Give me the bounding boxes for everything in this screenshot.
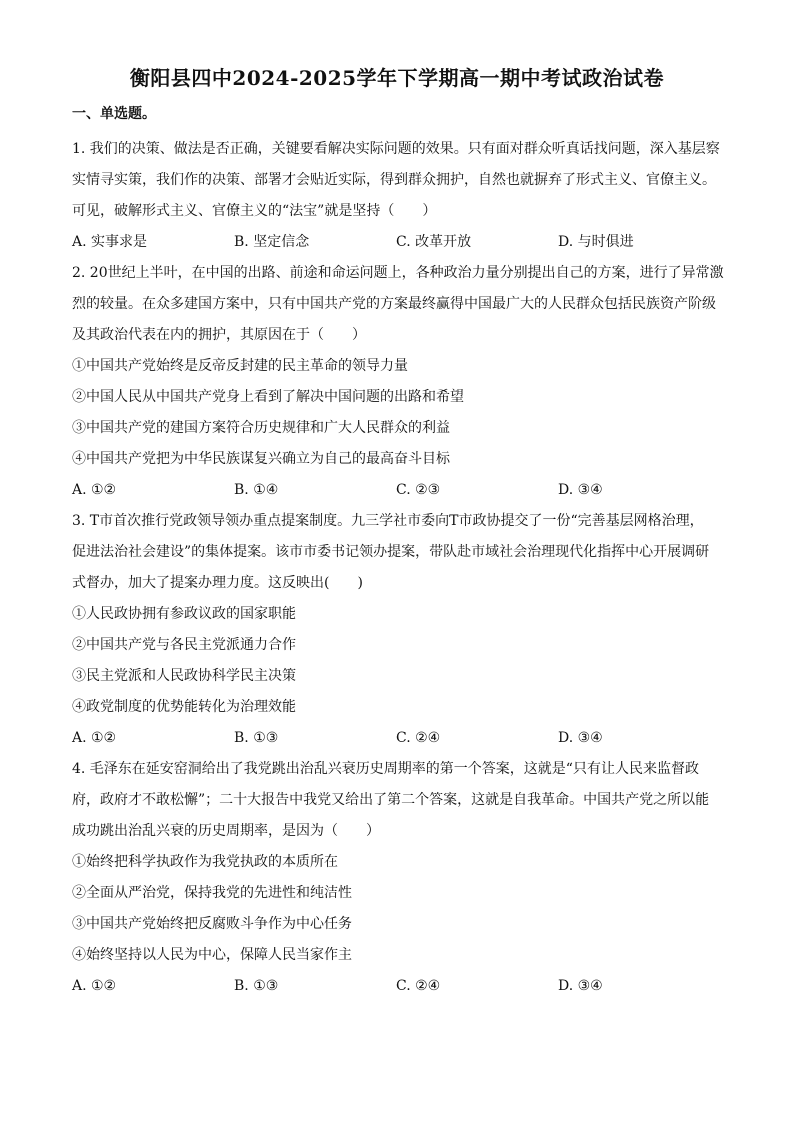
question-2 — [72, 258, 722, 506]
exam-title: 衡阳县四中2024-2025学年下学期高一期中考试政治试卷 — [129, 66, 665, 90]
question-stem — [72, 258, 722, 351]
answer-options — [72, 227, 722, 258]
stem-line: 府，政府才不敢松懈”；二十大报告中我党又给出了第二个答案，这就是自我革命。中国共产党之所以能 — [72, 792, 710, 808]
stem-line: 成功跳出治乱兴衰的历史周期率，是因为（ ） — [72, 823, 380, 839]
statement-4: ④始终坚持以人民为中心，保障人民当家作主 — [72, 947, 352, 963]
stem-line: 4. 毛泽东在延安窑洞给出了我党跳出治乱兴衰历史周期率的第一个答案，这就是“只有让人民来监督政 — [72, 761, 699, 777]
question-4 — [72, 754, 722, 1002]
statement-1: ①人民政协拥有参政议政的国家职能 — [72, 606, 296, 622]
statement-3: ③中国共产党始终把反腐败斗争作为中心任务 — [72, 916, 352, 932]
stem-line: 烈的较量。在众多建国方案中，只有中国共产党的方案最终赢得中国最广大的人民群众包括民族资产阶级 — [72, 296, 716, 312]
statement-2: ②中国共产党与各民主党派通力合作 — [72, 637, 296, 653]
option-d: D. ③④ — [558, 482, 603, 498]
option-a: A. ①② — [72, 730, 117, 746]
option-b: B. ①③ — [234, 730, 279, 746]
statement-3: ③民主党派和人民政协科学民主决策 — [72, 668, 296, 684]
option-d: D. ③④ — [558, 978, 603, 994]
question-3 — [72, 506, 722, 754]
statement-4: ④中国共产党把为中华民族谋复兴确立为自己的最高奋斗目标 — [72, 451, 450, 467]
stem-line: 1. 我们的决策、做法是否正确，关键要看解决实际问题的效果。只有面对群众听真话找问题，深入基层察 — [72, 141, 720, 157]
stem-line: 3. T市首次推行党政领导领办重点提案制度。九三学社市委向T市政协提交了一份“完善基层网格治理， — [72, 513, 704, 529]
answer-options — [72, 475, 722, 506]
option-c: C. ②③ — [396, 482, 441, 498]
statement-2: ②中国人民从中国共产党身上看到了解决中国问题的出路和希望 — [72, 389, 464, 405]
option-b: B. ①④ — [234, 482, 279, 498]
option-b: B. ①③ — [234, 978, 279, 994]
stem-line: 可见，破解形式主义、官僚主义的“法宝”就是坚持（ ） — [72, 203, 437, 219]
stem-line: 促进法治社会建设”的集体提案。该市市委书记领办提案，带队赴市域社会治理现代化指挥中心开展调研 — [72, 544, 710, 560]
stem-line: 式督办，加大了提案办理力度。这反映出( ) — [72, 575, 363, 591]
question-stem — [72, 506, 722, 599]
question-stem — [72, 134, 722, 227]
option-a: A. ①② — [72, 482, 117, 498]
answer-options — [72, 723, 722, 754]
option-a: A. ①② — [72, 978, 117, 994]
section-header: 一、单选题。 — [72, 106, 156, 122]
option-c: C. ②④ — [396, 730, 441, 746]
statement-2: ②全面从严治党，保持我党的先进性和纯洁性 — [72, 885, 352, 901]
option-a: A. 实事求是 — [72, 234, 148, 250]
statement-4: ④政党制度的优势能转化为治理效能 — [72, 699, 296, 715]
question-stem — [72, 754, 722, 847]
question-1 — [72, 134, 722, 258]
statement-1: ①始终把科学执政作为我党执政的本质所在 — [72, 854, 338, 870]
option-b: B. 坚定信念 — [234, 234, 310, 250]
statement-3: ③中国共产党的建国方案符合历史规律和广大人民群众的利益 — [72, 420, 450, 436]
statement-1: ①中国共产党始终是反帝反封建的民主革命的领导力量 — [72, 358, 408, 374]
option-c: C. 改革开放 — [396, 234, 472, 250]
answer-options — [72, 971, 722, 1002]
option-d: D. 与时俱进 — [558, 234, 634, 250]
stem-line: 实情寻实策，我们作的决策、部署才会贴近实际，得到群众拥护，自然也就摒弃了形式主义、官僚主义。 — [72, 172, 716, 188]
stem-line: 2. 20世纪上半叶，在中国的出路、前途和命运问题上，各种政治力量分别提出自己的方案，进行了异常激 — [72, 265, 724, 281]
option-d: D. ③④ — [558, 730, 603, 746]
option-c: C. ②④ — [396, 978, 441, 994]
stem-line: 及其政治代表在内的拥护，其原因在于（ ） — [72, 327, 366, 343]
